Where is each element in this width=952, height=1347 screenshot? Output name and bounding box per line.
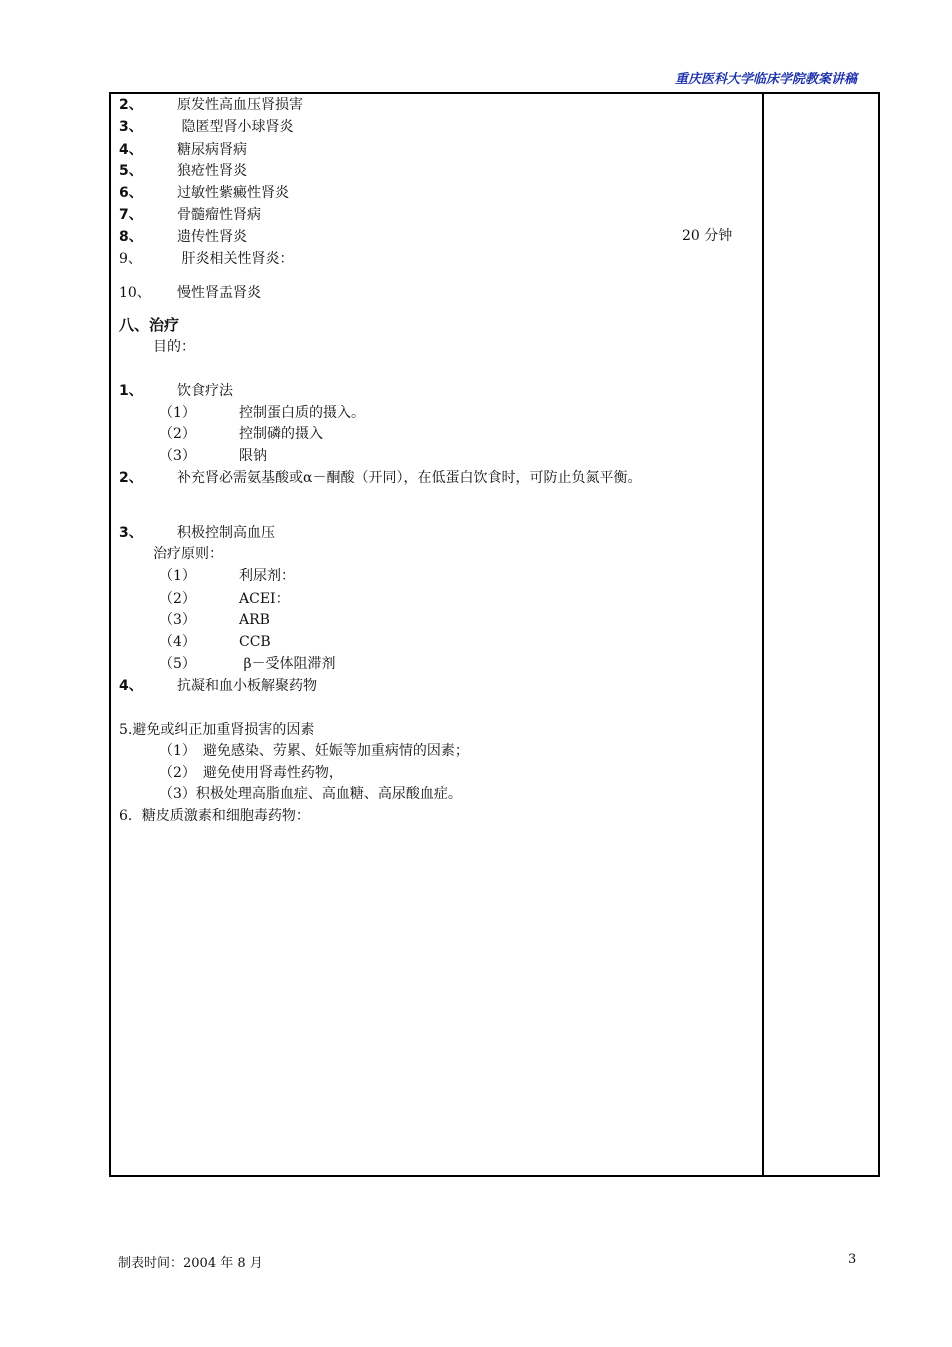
list-item: 4、 糖尿病肾病 [119,142,247,158]
time-allocation: 20 分钟 [682,228,733,244]
list-item: 2、 原发性高血压肾损害 [119,97,303,113]
principle-label: 治疗原则： [153,546,223,562]
sub-item: （2） 避免使用肾毒性药物， [159,765,343,781]
sub-item: （2） ACEI： [159,591,290,607]
purpose-label: 目的： [153,339,195,355]
list-item: 2、 补充肾必需氨基酸或α－酮酸（开同），在低蛋白饮食时，可防止负氮平衡。 [119,470,642,486]
sub-item: （4） CCB [159,634,271,650]
list-item: 8、 遗传性肾炎 [119,229,247,245]
list-item: 7、 骨髓瘤性肾病 [119,207,261,223]
sub-item: （1） 避免感染、劳累、妊娠等加重病情的因素； [159,743,469,759]
list-item: 10、 慢性肾盂肾炎 [119,285,261,301]
list-item: 1、 饮食疗法 [119,383,233,399]
list-item: 4、 抗凝和血小板解聚药物 [119,678,317,694]
list-item: 6．糖皮质激素和细胞毒药物： [119,808,310,824]
footer-date: 制表时间：2004 年 8 月 [118,1256,263,1271]
column-divider [762,94,764,1175]
list-item: 5、 狼疮性肾炎 [119,163,247,179]
sub-item: （1） 控制蛋白质的摄入。 [159,405,365,421]
list-item: 3、 积极控制高血压 [119,525,275,541]
sub-item: （2） 控制磷的摄入 [159,426,323,442]
list-item: 5.避免或纠正加重肾损害的因素 [119,722,315,738]
list-item: 6、 过敏性紫癜性肾炎 [119,185,289,201]
sub-item: （3） 限钠 [159,448,267,464]
sub-item: （5） β－受体阻滞剂 [159,656,336,672]
list-item: 3、 隐匿型肾小球肾炎 [119,119,294,135]
list-item: 9、 肝炎相关性肾炎： [119,251,294,267]
sub-item: （3）积极处理高脂血症、高血糖、高尿酸血症。 [159,786,462,802]
document-header-title: 重庆医科大学临床学院教案讲稿 [674,72,857,87]
sub-item: （3） ARB [159,612,270,628]
sub-item: （1） 利尿剂： [159,568,295,584]
page-number: 3 [848,1252,857,1267]
section-title: 八、治疗 [119,316,180,334]
lesson-table [109,92,880,1177]
